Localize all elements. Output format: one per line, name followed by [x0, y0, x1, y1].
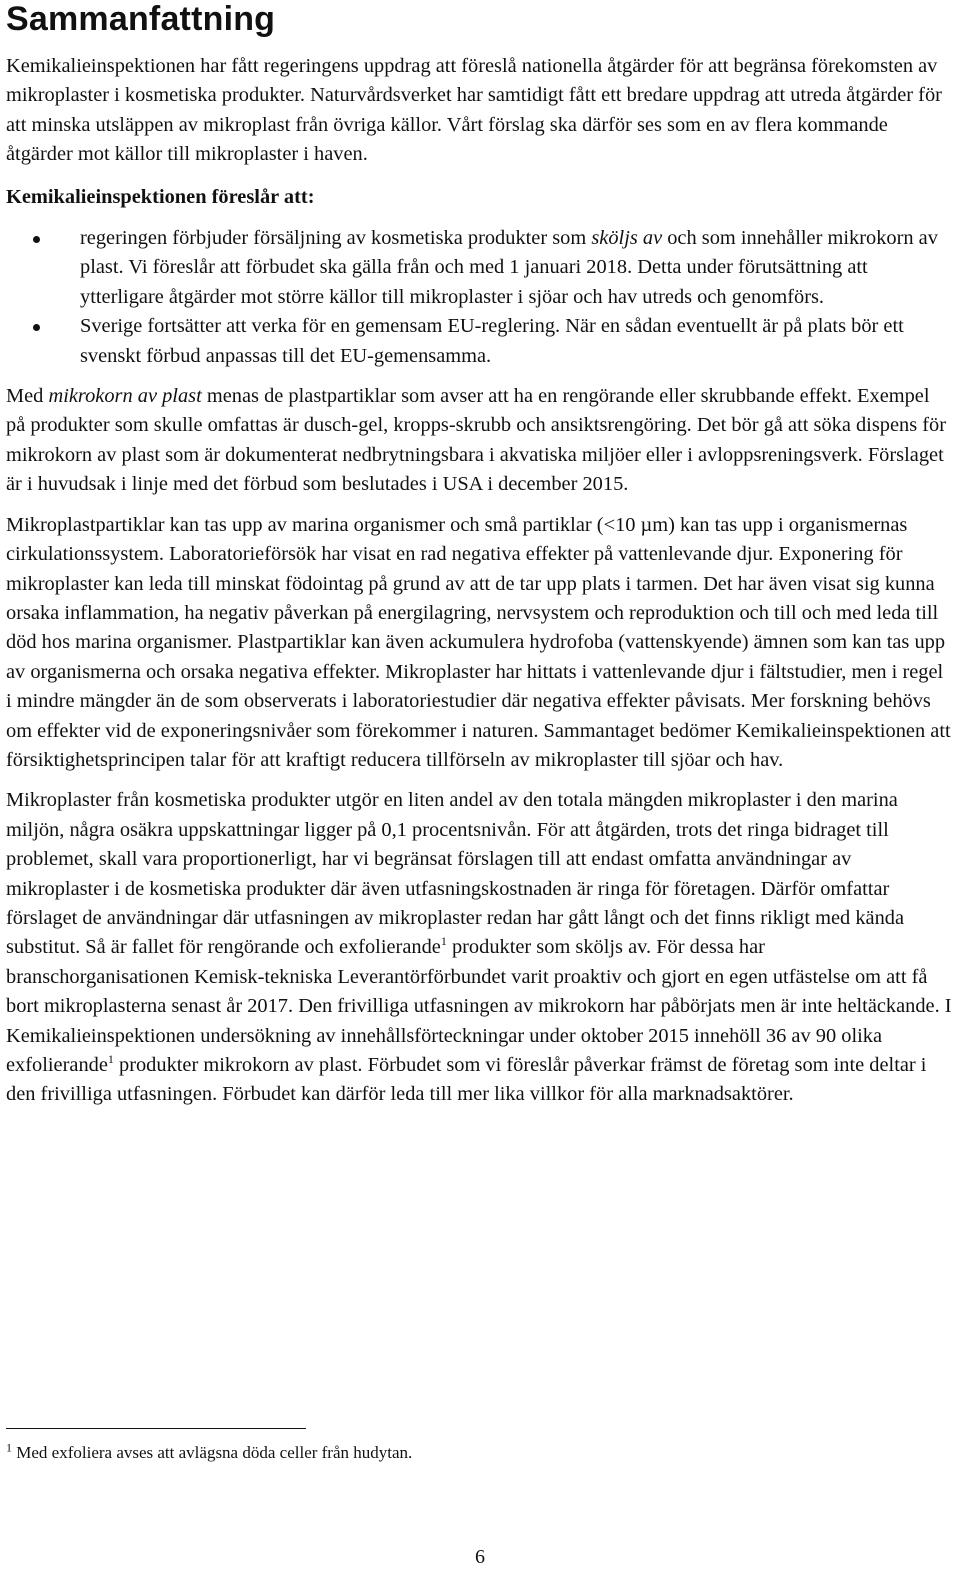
footnote: $^1$ Med exfoliera avses att avlägsna döda celler från hudytan. — [6, 1440, 413, 1462]
list-item: Sverige fortsätter att verka för en gemensam EU-reglering. När en sådan eventuellt är på plats bör ett svenskt förbud anpassas till det EU-gemensamma. — [6, 312, 952, 371]
proposal-list — [6, 224, 952, 371]
definition-paragraph: Med mikrokorn av plast menas de plastpartiklar som avser att ha en rengörande eller skrubbande effekt. Exempel på produkter som skulle omfattas är dusch-gel, kropps-skrubb och ansiktsrengöring. Det bör gå att söka dispens för mikrokorn av plast som är dokumenterat nedbrytningsbara i akvatiska miljöer eller i avloppsreningsverk. Förslaget är i huvudsak i linje med det förbud som beslutades i USA i december 2015. — [6, 385, 947, 496]
emphasis: sköljs av — [591, 227, 663, 250]
emphasis: mikrokorn av plast — [48, 385, 202, 408]
proposal-heading: Kemikalieinspektionen föreslår att: — [6, 185, 315, 208]
list-item: regeringen förbjuder försäljning av kosmetiska produkter som sköljs av och som innehåller mikrokorn av plast. Vi föreslår att förbudet ska gälla från och med 1 januari 2018. Detta under förutsättning att ytterligare åtgärder mot större källor till mikroplaster i sjöar och hav utreds och genomförs. — [6, 224, 952, 312]
footnote-divider — [6, 1428, 306, 1429]
footnote-reference: 1 — [440, 934, 447, 949]
footnote-reference: 1 — [107, 1052, 114, 1067]
effects-paragraph: Mikroplastpartiklar kan tas upp av marina organismer och små partiklar (<10 µm) kan tas upp i organismernas cirkulationssystem. Laboratorieförsök har visat en rad negativa effekter på vattenlevande djur. Exponering för mikroplaster kan leda till minskat födointag på grund av att de tar upp plats i tarmen. Det har även visat sig kunna orsaka inflammation, ha negativ påverkan på energilagring, nervsystem och reproduktion och till och med leda till död hos marina organismer. Plastpartiklar kan även ackumulera hydrofoba (vattenskyende) ämnen som kan tas upp av organismerna och orsaka negativa effekter. Mikroplaster har hittats i vattenlevande djur i fältstudier, men i regel i mindre mängder än de som observerats i laboratoriestudier där negativa effekter påvisats. Mer forskning behövs om effekter vid de exponeringsnivåer som förekommer i naturen. Sammantaget bedömer Kemikalieinspektionen att försiktighetsprincipen talar för att kraftigt reducera tillförseln av mikroplaster till sjöar och hav. — [6, 513, 951, 771]
share-paragraph: Mikroplaster från kosmetiska produkter utgör en liten andel av den totala mängden mikroplaster i den marina miljön, några osäkra uppskattningar ligger på 0,1 procentsnivån. För att åtgärden, trots det ringa bidraget till problemet, skall vara proportionerligt, har vi begränsat förslagen till att endast omfatta användningar av mikroplaster i de kosmetiska produkter där även utfasningskostnaden är ringa för företagen. Därför omfattar förslaget de användningar där utfasningen av mikroplaster redan har gått långt och det finns rikligt med kända substitut. Så är fallet för rengörande och exfolierande$^1$ produkter som sköljs av. För dessa har branschorganisationen Kemisk-tekniska Leverantörförbundet varit proaktiv och gjort en egen utfästelse om att få bort mikroplasterna senast år 2017. Den frivilliga utfasningen av mikrokorn har påbörjats men är inte heltäckande. I Kemikalieinspektionen undersökning av innehållsförteckningar under oktober 2015 innehöll 36 av 90 olika exfolierande$^1$ produkter mikrokorn av plast. Förbudet som vi föreslår påverkar främst de företag som inte deltar i den frivilliga utfasningen. Förbudet kan därför leda till mer lika villkor för alla marknadsaktörer. — [6, 789, 952, 1106]
footnote-mark: 1 — [6, 1440, 12, 1455]
page-number: 6 — [475, 1546, 485, 1568]
intro-paragraph: Kemikalieinspektionen har fått regeringens uppdrag att föreslå nationella åtgärder för att begränsa förekomsten av mikroplaster i kosmetiska produkter. Naturvårdsverket har samtidigt fått ett bredare uppdrag att utreda åtgärder för att minska utsläppen av mikroplast från övriga källor. Vårt förslag ska därför ses som en av flera kommande åtgärder mot källor till mikroplaster i haven. — [6, 55, 942, 166]
page-title: Sammanfattning — [6, 0, 276, 38]
document-body — [6, 52, 952, 1110]
